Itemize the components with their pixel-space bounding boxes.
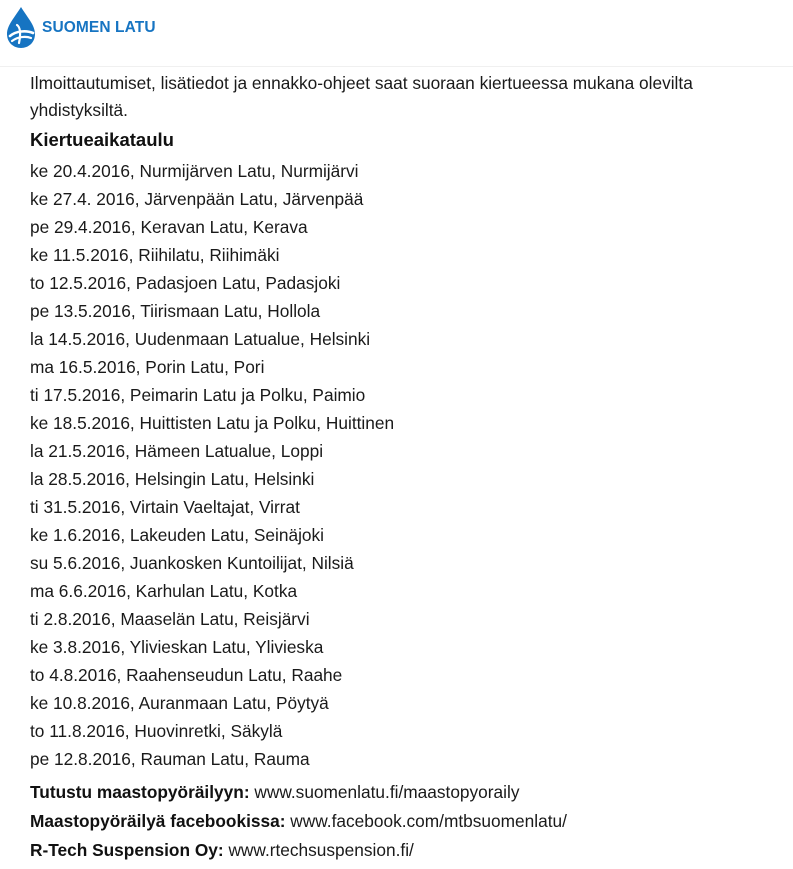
schedule-item: pe 29.4.2016, Keravan Latu, Kerava [30,217,308,237]
schedule-item: ke 27.4. 2016, Järvenpään Latu, Järvenpää [30,189,364,209]
schedule-item: ti 17.5.2016, Peimarin Latu ja Polku, Paimio [30,385,366,405]
logo-text: SUOMEN LATU [42,19,156,36]
schedule-item: la 28.5.2016, Helsingin Latu, Helsinki [30,469,315,489]
schedule-item: ke 20.4.2016, Nurmijärven Latu, Nurmijärvi [30,161,359,181]
link-line-rtech [30,836,790,865]
schedule-item: su 5.6.2016, Juankosken Kuntoilijat, Nilsiä [30,553,354,573]
schedule-item: ti 31.5.2016, Virtain Vaeltajat, Virrat [30,497,300,517]
schedule-item: ke 11.5.2016, Riihilatu, Riihimäki [30,245,280,265]
schedule-heading: Kiertueaikataulu [30,129,174,150]
link-label: Tutustu maastopyöräilyyn: [30,782,250,802]
link-line-maastopyoraily [30,778,790,807]
schedule-item: ke 18.5.2016, Huittisten Latu ja Polku, Huittinen [30,413,395,433]
schedule-item: pe 12.8.2016, Rauman Latu, Rauma [30,749,310,769]
article-content [30,70,790,865]
intro-paragraph: Ilmoittautumiset, lisätiedot ja ennakko-ohjeet saat suoraan kiertueessa mukana olevilta yhdistyksiltä. [30,73,693,120]
schedule-item: la 21.5.2016, Hämeen Latualue, Loppi [30,441,324,461]
schedule-item: ke 1.6.2016, Lakeuden Latu, Seinäjoki [30,525,325,545]
link-facebook-mtbsuomenlatu[interactable]: www.facebook.com/mtbsuomenlatu/ [290,811,567,831]
link-suomenlatu-maastopyoraily[interactable]: www.suomenlatu.fi/maastopyoraily [254,782,520,802]
site-header [0,0,793,67]
schedule-item: ti 2.8.2016, Maaselän Latu, Reisjärvi [30,609,310,629]
suomen-latu-droplet-icon [4,5,38,49]
schedule-item: to 4.8.2016, Raahenseudun Latu, Raahe [30,665,343,685]
links-section [30,778,790,865]
link-label: R-Tech Suspension Oy: [30,840,224,860]
schedule-item: to 12.5.2016, Padasjoen Latu, Padasjoki [30,273,341,293]
link-rtechsuspension[interactable]: www.rtechsuspension.fi/ [228,840,414,860]
schedule-list [30,157,790,773]
schedule-item: pe 13.5.2016, Tiirismaan Latu, Hollola [30,301,321,321]
schedule-item: ma 6.6.2016, Karhulan Latu, Kotka [30,581,298,601]
schedule-item: la 14.5.2016, Uudenmaan Latualue, Helsinki [30,329,371,349]
link-label: Maastopyöräilyä facebookissa: [30,811,286,831]
schedule-item: ke 3.8.2016, Ylivieskan Latu, Ylivieska [30,637,324,657]
site-logo[interactable] [4,5,156,49]
link-line-facebook [30,807,790,836]
schedule-item: ke 10.8.2016, Auranmaan Latu, Pöytyä [30,693,329,713]
schedule-item: to 11.8.2016, Huovinretki, Säkylä [30,721,283,741]
schedule-item: ma 16.5.2016, Porin Latu, Pori [30,357,265,377]
